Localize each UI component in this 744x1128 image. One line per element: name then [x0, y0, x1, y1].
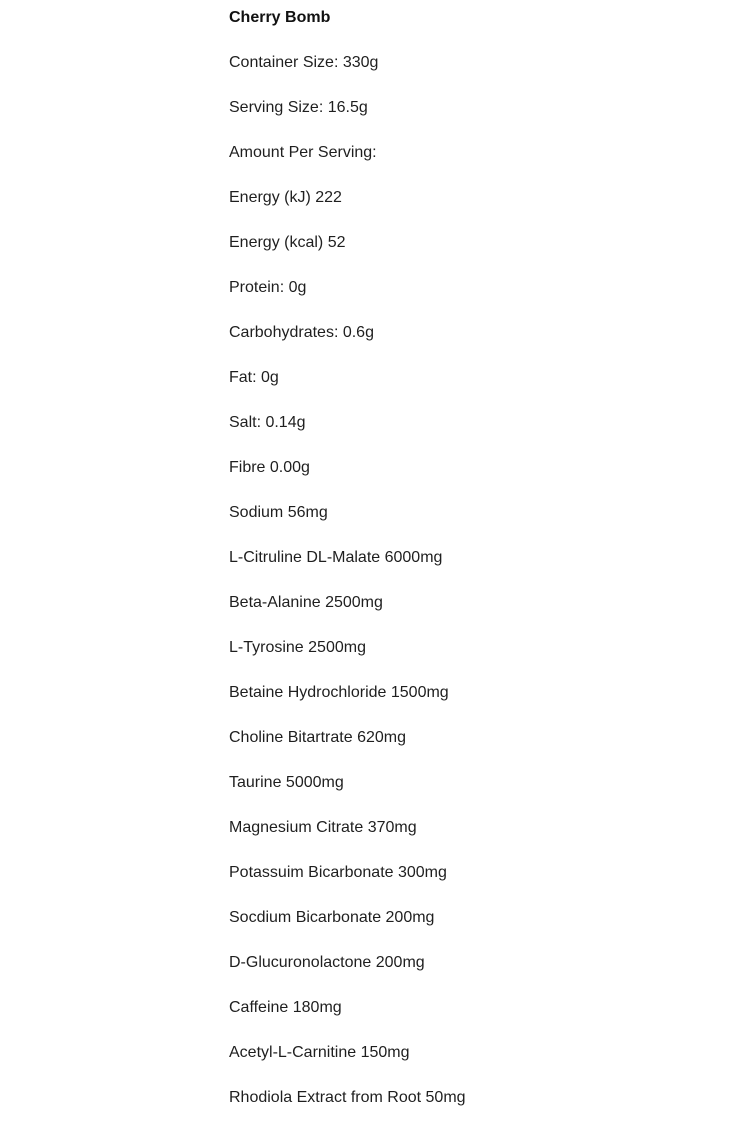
caffeine: Caffeine 180mg [229, 999, 342, 1016]
l-citruline-dl-malate: L-Citruline DL-Malate 6000mg [229, 549, 443, 566]
serving-size: Serving Size: 16.5g [229, 99, 368, 116]
carbohydrates: Carbohydrates: 0.6g [229, 324, 374, 341]
magnesium-citrate: Magnesium Citrate 370mg [229, 819, 417, 836]
salt: Salt: 0.14g [229, 414, 306, 431]
protein: Protein: 0g [229, 279, 307, 296]
taurine: Taurine 5000mg [229, 774, 344, 791]
energy-kj: Energy (kJ) 222 [229, 189, 342, 206]
container-size: Container Size: 330g [229, 54, 379, 71]
rhodiola-extract: Rhodiola Extract from Root 50mg [229, 1089, 466, 1106]
l-tyrosine: L-Tyrosine 2500mg [229, 639, 366, 656]
sodium-bicarbonate: Socdium Bicarbonate 200mg [229, 909, 435, 926]
energy-kcal: Energy (kcal) 52 [229, 234, 346, 251]
amount-per-serving-heading: Amount Per Serving: [229, 144, 377, 161]
betaine-hydrochloride: Betaine Hydrochloride 1500mg [229, 684, 449, 701]
product-title: Cherry Bomb [229, 9, 331, 26]
fat: Fat: 0g [229, 369, 279, 386]
sodium: Sodium 56mg [229, 504, 328, 521]
beta-alanine: Beta-Alanine 2500mg [229, 594, 383, 611]
potassium-bicarbonate: Potassuim Bicarbonate 300mg [229, 864, 447, 881]
choline-bitartrate: Choline Bitartrate 620mg [229, 729, 406, 746]
d-glucuronolactone: D-Glucuronolactone 200mg [229, 954, 425, 971]
acetyl-l-carnitine: Acetyl-L-Carnitine 150mg [229, 1044, 410, 1061]
fibre: Fibre 0.00g [229, 459, 310, 476]
